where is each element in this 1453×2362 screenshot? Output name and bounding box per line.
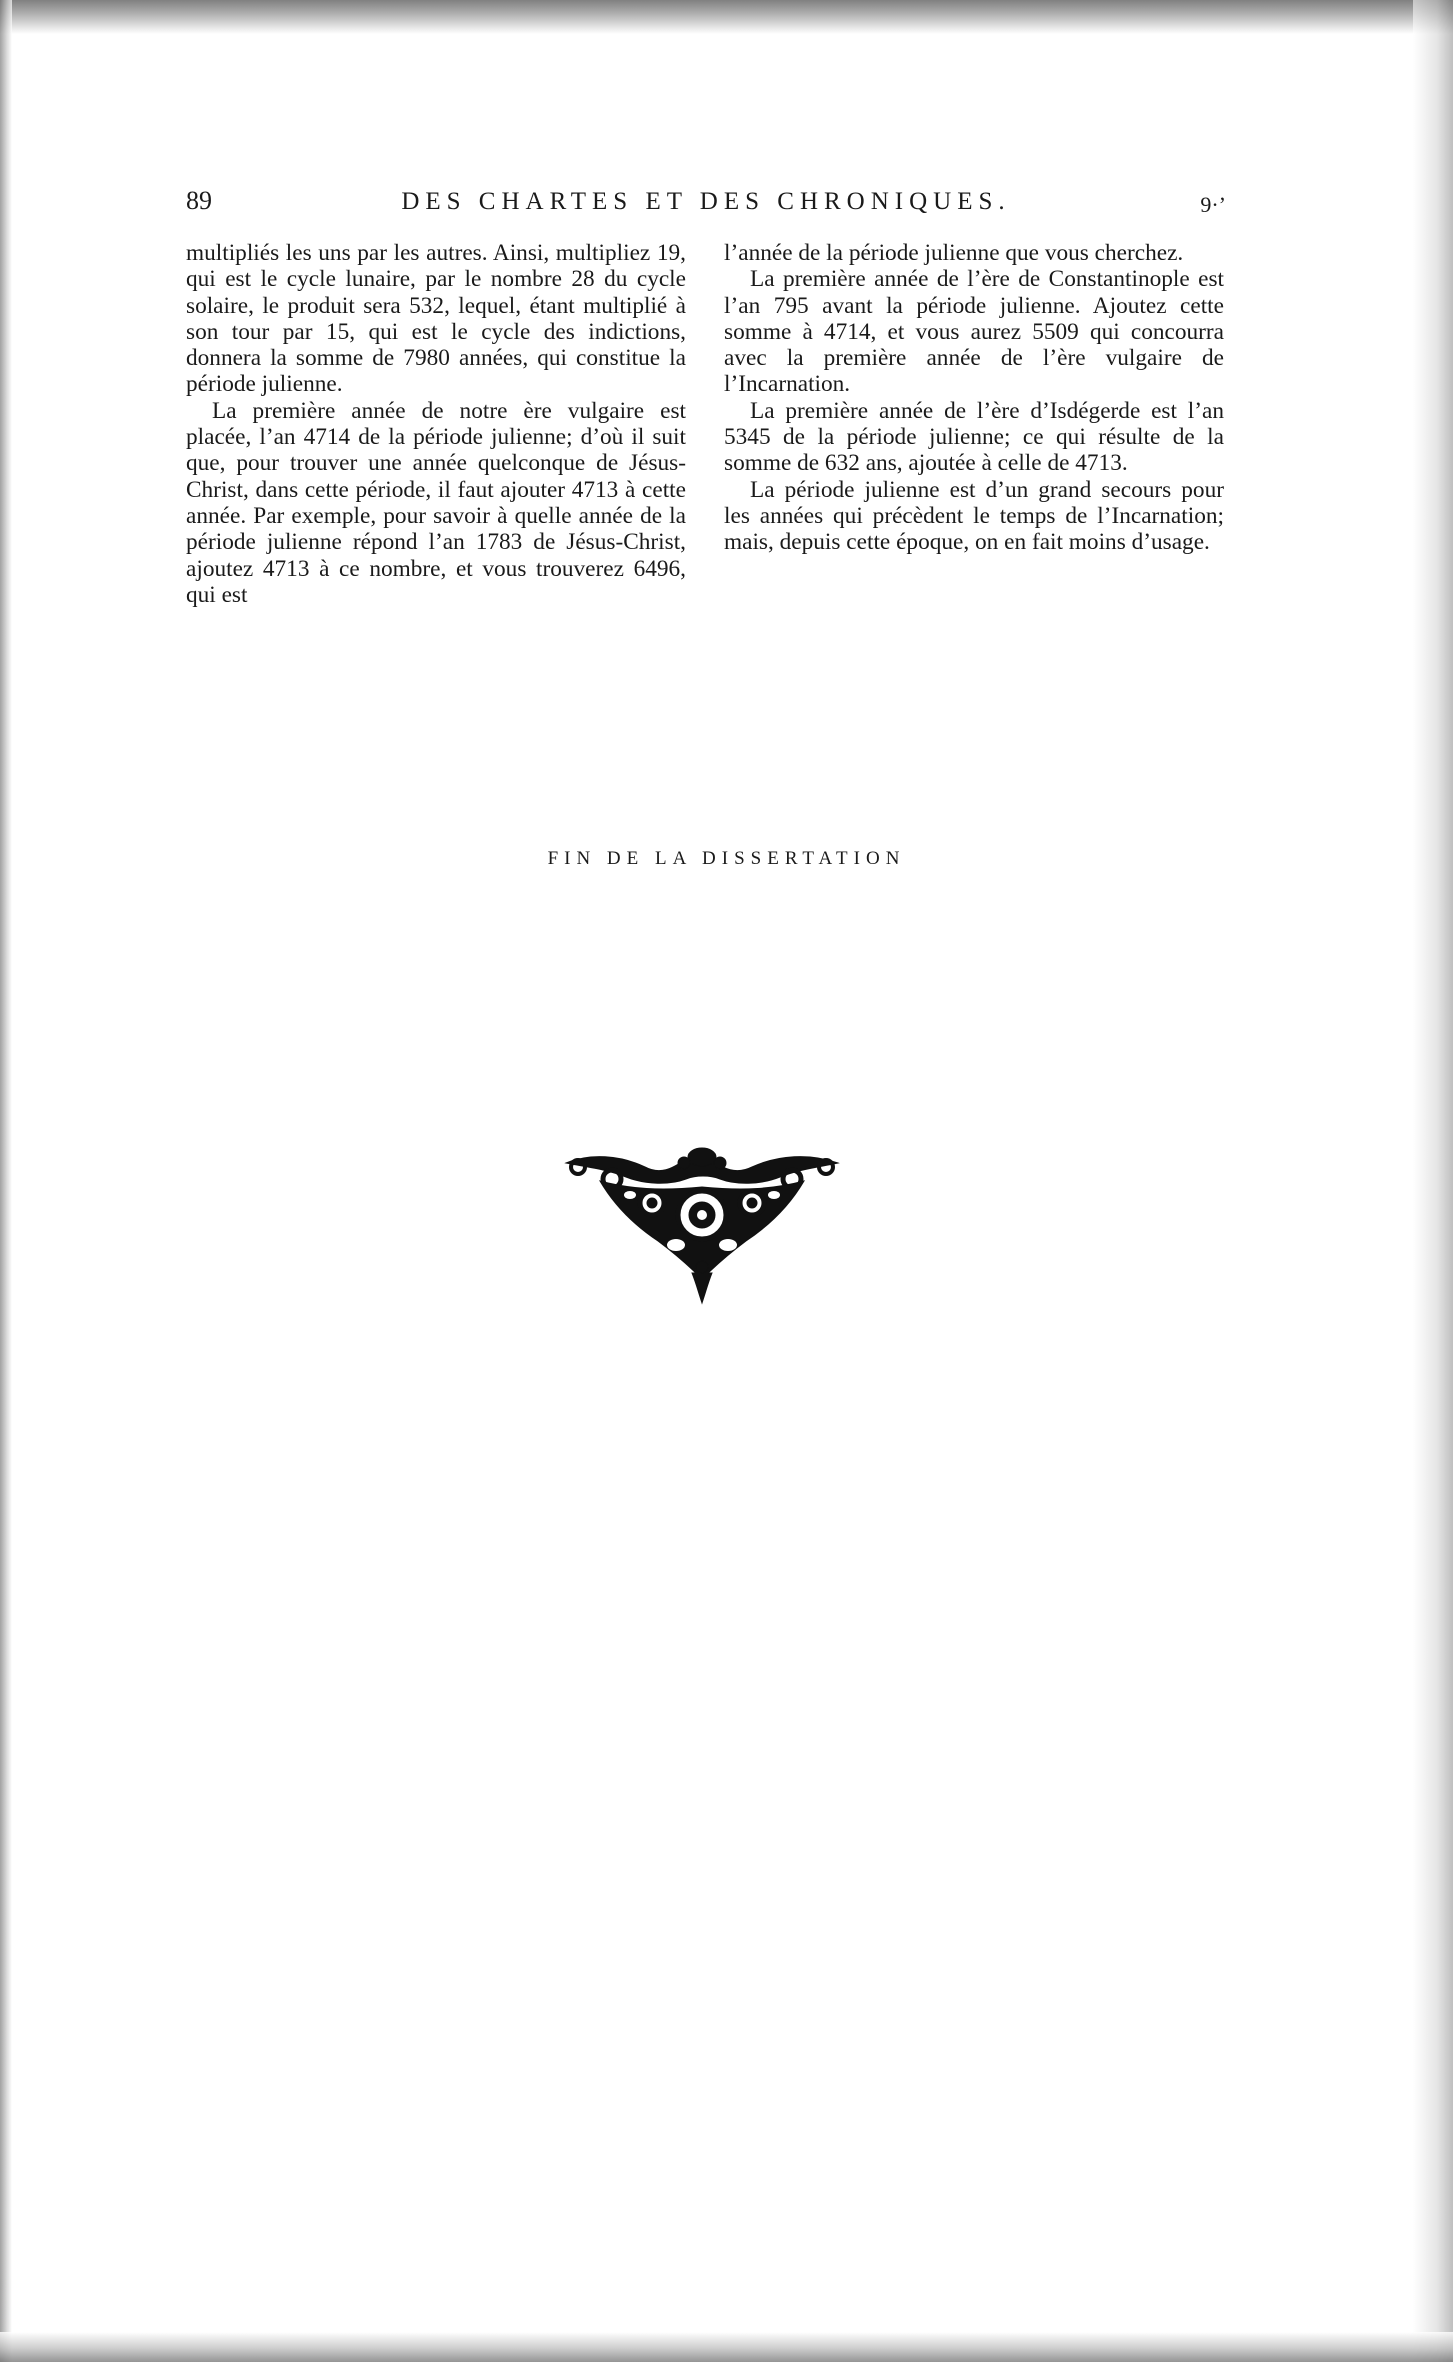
right-column xyxy=(724,240,1224,556)
paragraph: La période julienne est d’un grand secours pour les années qui précèdent le temps de l’Incarnation; mais, depuis cette époque, on en fait moins d’usage. xyxy=(724,476,1224,556)
scan-edge-bottom xyxy=(0,2332,1453,2362)
paragraph: La première année de notre ère vulgaire est placée, l’an 4714 de la période julienne; d’où il suit que, pour trouver une année quelconque de Jésus-Christ, dans cette période, il faut ajouter 4713 à cette année. Par exemple, pour savoir à quelle année de la période julienne répond l’an 1783 de Jésus-Christ, ajoutez 4713 à ce nombre, et vous trouverez 6496, qui est xyxy=(186,397,686,608)
left-column xyxy=(186,240,686,608)
paragraph: La première année de l’ère d’Isdégerde est l’an 5345 de la période julienne; ce qui résulte de la somme de 632 ans, ajoutée à celle de 4713. xyxy=(724,397,1224,477)
paragraph: l’année de la période julienne que vous cherchez. xyxy=(724,240,1184,266)
body-text xyxy=(186,240,1226,650)
fleuron-tailpiece-icon xyxy=(560,1145,845,1305)
scan-edge-right xyxy=(1413,0,1453,2362)
page-number-right: 9·’ xyxy=(1200,192,1226,217)
running-head xyxy=(186,186,1226,226)
scan-edge-left xyxy=(0,0,12,2362)
scan-edge-top xyxy=(0,0,1453,34)
paragraph: La première année de l’ère de Constantinople est l’an 795 avant la période julienne. Ajoutez cette somme à 4714, et vous aurez 5509 qui concourra avec la première année de l’ère vulgaire de l’Incarnation. xyxy=(724,266,1224,398)
end-title: FIN DE LA DISSERTATION xyxy=(547,848,906,869)
paragraph: multipliés les uns par les autres. Ainsi, multipliez 19, qui est le cycle lunaire, par le nombre 28 du cycle solaire, le produit sera 532, lequel, étant multiplié à son tour par 15, qui est le cycle des indictions, donnera la somme de 7980 années, qui constitue la période julienne. xyxy=(186,240,686,398)
page-number-left: 89 xyxy=(186,186,212,215)
running-title: DES CHARTES ET DES CHRONIQUES. xyxy=(401,188,1011,215)
